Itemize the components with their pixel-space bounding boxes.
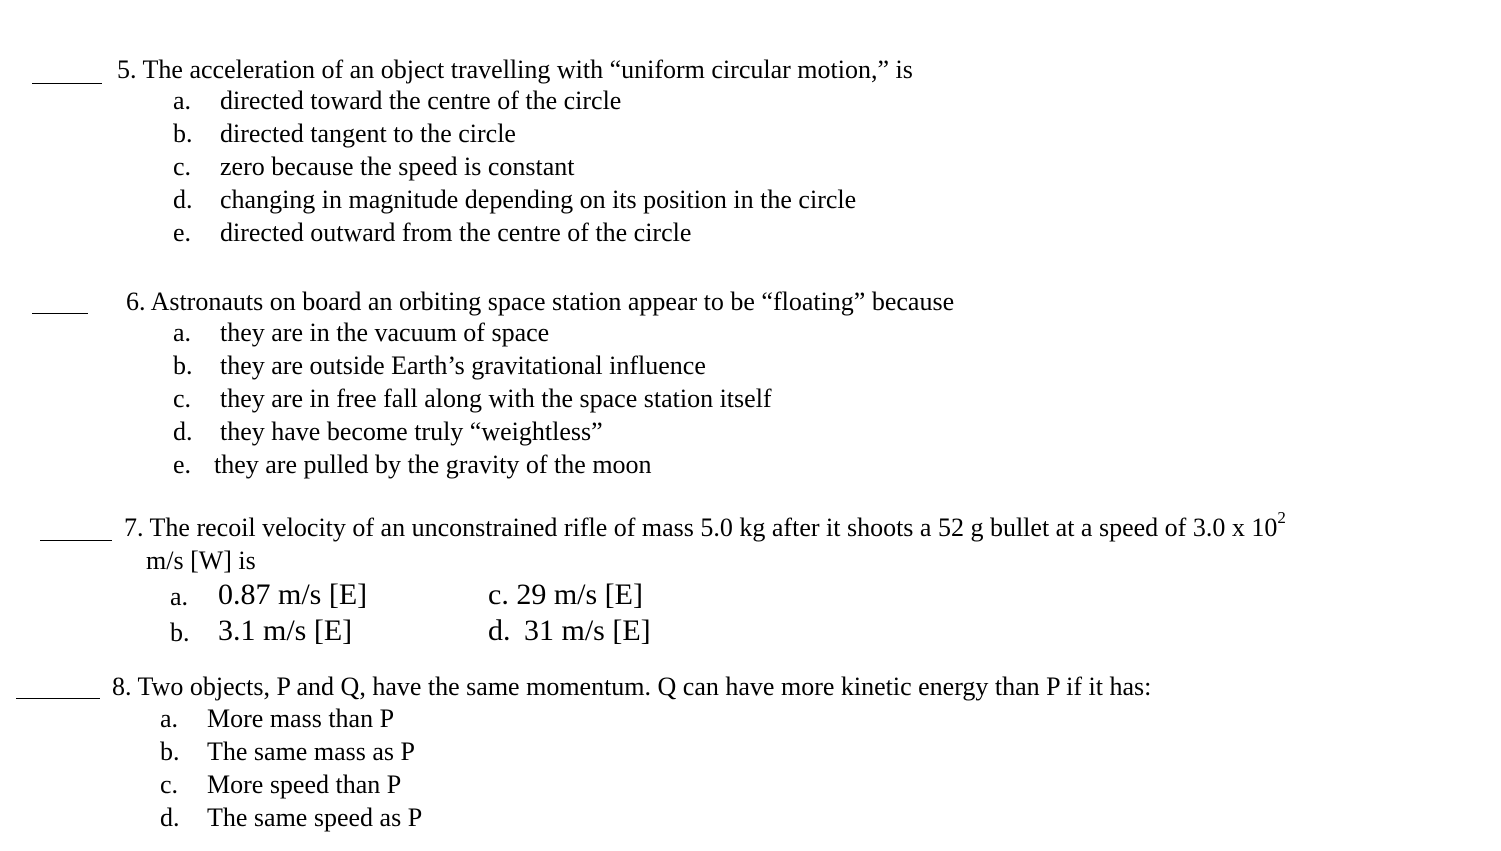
option-text: zero because the speed is constant — [220, 152, 575, 181]
option-text: they are outside Earth’s gravitational influence — [220, 351, 706, 380]
question-stem-6: 6. Astronauts on board an orbiting space station appear to be “floating” because — [126, 287, 955, 316]
option-text: they have become truly “weightless” — [220, 417, 603, 446]
option-letter: b. — [173, 119, 193, 148]
option-letter: a. — [173, 318, 192, 347]
option-text: directed toward the centre of the circle — [220, 86, 622, 115]
option-text: directed tangent to the circle — [220, 119, 516, 148]
answer-blank-7[interactable] — [40, 540, 112, 541]
option-letter: b. — [170, 618, 190, 647]
option-letter: d. — [160, 803, 180, 832]
option-text: The same speed as P — [207, 803, 423, 832]
option-letter: c. — [488, 578, 509, 611]
answer-blank-5[interactable] — [32, 83, 102, 84]
option-letter: d. — [173, 417, 193, 446]
option-text: More speed than P — [207, 770, 402, 799]
option-text: 0.87 m/s [E] — [218, 578, 368, 611]
option-text: 3.1 m/s [E] — [218, 614, 353, 647]
option-letter: d. — [488, 614, 511, 647]
option-letter: c. — [173, 384, 192, 413]
option-letter: c. — [160, 770, 179, 799]
option-letter: a. — [160, 704, 179, 733]
question-stem-7 — [124, 508, 1286, 544]
option-letter: e. — [173, 450, 192, 479]
question-stem-7-continued: m/s [W] is — [146, 546, 256, 575]
option-text: they are in the vacuum of space — [220, 318, 550, 347]
question-stem-5: 5. The acceleration of an object travelling with “uniform circular motion,” is — [117, 55, 913, 84]
option-text: directed outward from the centre of the circle — [220, 218, 692, 247]
option-letter: d. — [173, 185, 193, 214]
answer-blank-8[interactable] — [16, 698, 100, 699]
option-letter: e. — [173, 218, 192, 247]
question-stem-8: 8. Two objects, P and Q, have the same momentum. Q can have more kinetic energy than P if it has: — [112, 672, 1152, 701]
question-stem-7-text: 7. The recoil velocity of an unconstrained rifle of mass 5.0 kg after it shoots a 52 g bullet at a speed of 3.0 x 10 — [124, 513, 1278, 542]
option-text: they are pulled by the gravity of the moon — [214, 450, 652, 479]
answer-blank-6[interactable] — [32, 313, 88, 314]
option-letter: b. — [173, 351, 193, 380]
option-value: 31 m/s [E] — [524, 614, 651, 647]
option-letter: a. — [173, 86, 192, 115]
option-text — [488, 577, 643, 612]
option-text: More mass than P — [207, 704, 395, 733]
option-letter: c. — [173, 152, 192, 181]
option-text: changing in magnitude depending on its position in the circle — [220, 185, 857, 214]
option-letter: a. — [170, 582, 189, 611]
exponent: 2 — [1277, 508, 1286, 528]
option-value: 29 m/s [E] — [516, 578, 643, 611]
option-text — [488, 613, 651, 648]
option-text: The same mass as P — [207, 737, 415, 766]
option-text: they are in free fall along with the space station itself — [220, 384, 772, 413]
option-letter: b. — [160, 737, 180, 766]
